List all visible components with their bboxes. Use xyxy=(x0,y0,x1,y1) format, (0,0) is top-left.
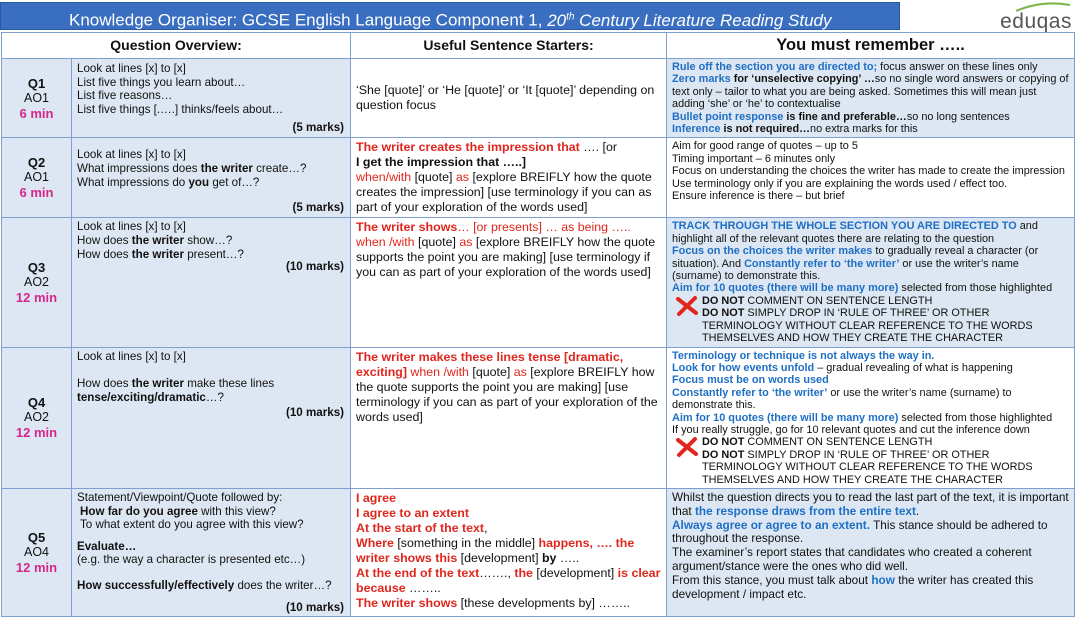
overview-line: Statement/Viewpoint/Quote followed by: xyxy=(77,490,283,504)
sentence-starter-cell: The writer shows… [or presents] … as being ….. when /with [quote] as [explore BREIFLY how the quote supports the point you are making] [use terminology if you can as part of your exploration of the words used] xyxy=(351,218,667,347)
marks-label: (10 marks) xyxy=(286,405,345,419)
overview-line: How far do you agree with this view? xyxy=(80,504,276,518)
overview-line: List five things you learn about… xyxy=(77,75,246,89)
question-label-cell xyxy=(2,138,72,218)
overview-line: How successfully/effectively does the writer…? xyxy=(77,578,332,592)
header-sentence-starters: Useful Sentence Starters: xyxy=(351,33,667,59)
overview-line: What impressions does the writer create…? xyxy=(77,162,307,176)
page-title: Knowledge Organiser: GCSE English Language Component 1, 20th Century Literature Reading Study xyxy=(0,2,900,30)
overview-line: What impressions do you get of…? xyxy=(77,175,260,189)
overview-line: Look at lines [x] to [x] xyxy=(77,148,186,162)
row-q5 xyxy=(2,488,1075,616)
marks-label: (5 marks) xyxy=(292,200,345,214)
overview-line: How does the writer show…? xyxy=(77,234,233,248)
question-label-cell xyxy=(2,218,72,347)
question-overview-cell xyxy=(72,488,351,616)
remember-cell: Whilst the question directs you to read the last part of the text, it is important that the response draws from the entire text. Always agree or agree to an extent. This stance should be adhered to throughout the response. The examiner’s report states that candidates who created a coherent argument/stance were the ones who did well. From this stance, you must talk about how the writer has created this development / impact etc. xyxy=(667,488,1075,616)
assessment-objective: AO1 xyxy=(23,90,49,105)
question-number: Q1 xyxy=(27,75,46,91)
time-allowance: 12 min xyxy=(15,425,58,441)
marks-label: (5 marks) xyxy=(292,120,345,134)
assessment-objective: AO1 xyxy=(23,170,49,185)
marks-label: (10 marks) xyxy=(286,601,345,615)
question-label-cell xyxy=(2,59,72,138)
overview-line: How does the writer present…? xyxy=(77,247,244,261)
overview-line: How does the writer make these lines xyxy=(77,377,275,391)
question-overview-cell xyxy=(72,218,351,347)
overview-line: tense/exciting/dramatic…? xyxy=(77,390,224,404)
remember-cell: Terminology or technique is not always the way in. Look for how events unfold – gradual revealing of what is happening Focus must be on words used Constantly refer to ‘the writer’ or use the writer’s name (surname) to demonstrate this. Aim for 10 quotes (there will be many more) selected from those highlighted If you really struggle, go for 10 relevant quotes and cut the inference down DO NOT COMMENT ON SENTENCE LENGTH DO NOT SIMPLY DROP IN ‘RULE OF THREE’ OR OTHER TERMINOLOGY WITHOUT CLEAR REFERENCE TO THE WORDS THEMSELVES AND HOW THEY CREATE THE CHARACTER xyxy=(667,347,1075,488)
question-label-cell xyxy=(2,488,72,616)
row-q4 xyxy=(2,347,1075,488)
header-question-overview: Question Overview: xyxy=(2,33,351,59)
header-you-must-remember: You must remember ….. xyxy=(667,33,1075,59)
time-allowance: 6 min xyxy=(19,105,54,121)
cross-icon xyxy=(672,436,702,458)
row-q1 xyxy=(2,59,1075,138)
overview-line: To what extent do you agree with this view? xyxy=(80,518,304,532)
overview-line: Evaluate… xyxy=(77,539,137,553)
remember-cell: Aim for good range of quotes – up to 5 Timing important – 6 minutes only Focus on understanding the choices the writer has made to create the impression Use terminology only if you are explaining the words used / effect too. Ensure inference is there – but brief xyxy=(667,138,1075,218)
question-number: Q2 xyxy=(27,155,46,171)
sentence-starter-cell xyxy=(351,59,667,138)
question-label-cell xyxy=(2,347,72,488)
question-overview-cell xyxy=(72,347,351,488)
time-allowance: 12 min xyxy=(15,289,58,305)
assessment-objective: AO4 xyxy=(23,544,49,559)
overview-line: Look at lines [x] to [x] xyxy=(77,62,186,75)
question-overview-cell xyxy=(72,59,351,138)
starter-text: ‘She [quote]’ or ‘He [quote]’ or ‘It [quote]’ depending on question focus xyxy=(356,83,655,113)
assessment-objective: AO2 xyxy=(23,410,49,425)
question-number: Q4 xyxy=(27,395,46,411)
remember-cell: TRACK THROUGH THE WHOLE SECTION YOU ARE DIRECTED TO and highlight all of the relevant quotes there are relating to the question Focus on the choices the writer makes to gradually reveal a character (or situation). And Constantly refer to ‘the writer’ or use the writer’s name (surname) to demonstrate this. Aim for 10 quotes (there will be many more) selected from those highlighted DO NOT COMMENT ON SENTENCE LENGTH DO NOT SIMPLY DROP IN ‘RULE OF THREE’ OR OTHER TERMINOLOGY WITHOUT CLEAR REFERENCE TO THE WORDS THEMSELVES AND HOW THEY CREATE THE CHARACTER xyxy=(667,218,1075,347)
sentence-starter-cell: I agree I agree to an extent At the start of the text, Where [something in the middle] happens, …. the writer shows this [development] by ….. At the end of the text……., the [development] is clear because …….. The writer shows [these developments by] …….. xyxy=(351,488,667,616)
row-q3 xyxy=(2,218,1075,347)
cross-icon xyxy=(672,295,702,317)
overview-line: Look at lines [x] to [x] xyxy=(77,349,186,363)
row-q2 xyxy=(2,138,1075,218)
sentence-starter-cell: The writer makes these lines tense [dramatic, exciting] when /with [quote] as [explore BREIFLY how the quote supports the point you are making] [use terminology if you can as part of your exploration of the words used] xyxy=(351,347,667,488)
overview-line: List five reasons… xyxy=(77,89,173,103)
sentence-starter-cell: The writer creates the impression that …. [or I get the impression that …..] when/with [quote] as [explore BREIFLY how the quote creates the impression] [use terminology if you can as part of your exploration of the words used] xyxy=(351,138,667,218)
marks-label: (10 marks) xyxy=(286,260,345,274)
question-overview-cell xyxy=(72,138,351,218)
assessment-objective: AO2 xyxy=(23,274,49,289)
time-allowance: 6 min xyxy=(19,185,54,201)
question-number: Q5 xyxy=(27,529,46,545)
overview-line: (e.g. the way a character is presented etc…) xyxy=(77,553,306,567)
overview-line: List five things [.….] thinks/feels about… xyxy=(77,102,284,116)
question-number: Q3 xyxy=(27,259,46,275)
time-allowance: 12 min xyxy=(15,559,58,575)
knowledge-table xyxy=(1,32,1075,617)
remember-cell: Rule off the section you are directed to; focus answer on these lines only Zero marks for ‘unselective copying’ …so no single word answers or copying of text only – tailor to what you are being asked. Sometimes this will mean just adding ‘she’ or ‘he’ to contextualise Bullet point response is fine and preferable…so no long sentences Inference is not required…no extra marks for this xyxy=(667,59,1075,138)
eduqas-logo: eduqas xyxy=(1000,10,1072,33)
overview-line: Look at lines [x] to [x] xyxy=(77,220,186,234)
